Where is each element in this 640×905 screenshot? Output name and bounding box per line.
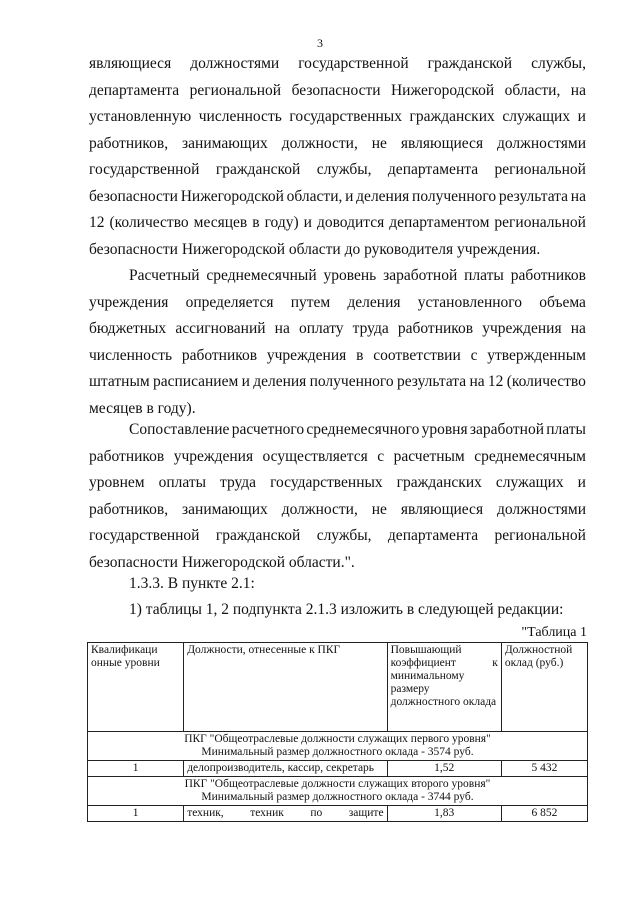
line-word: бюджетных — [89, 320, 167, 337]
line-word: на — [274, 320, 290, 337]
paragraph-1 — [89, 51, 586, 263]
line-word: учреждения — [266, 346, 347, 364]
paragraph-3 — [89, 417, 586, 576]
line-word: гражданской — [215, 161, 301, 178]
line-word: численность — [89, 346, 173, 364]
line-word: области, — [286, 187, 343, 205]
line-text: месяцев в году). — [89, 399, 196, 417]
line-word: платы — [546, 421, 586, 438]
row-2-word-2: техник — [250, 807, 284, 819]
line-word: не — [371, 500, 387, 518]
page-number: 3 — [317, 36, 323, 50]
line-word: являющиеся — [89, 55, 172, 72]
line-word: утвержденным — [487, 346, 586, 364]
line-word: уровнем — [89, 474, 145, 491]
line-word: труда — [352, 320, 389, 337]
line-word: среднемесячный — [206, 267, 317, 284]
group-2-cell — [88, 777, 588, 806]
paragraph-line — [89, 444, 586, 471]
line-word: и — [241, 373, 250, 390]
line-word: Сопоставление — [129, 421, 230, 438]
table-row — [88, 761, 588, 777]
line-word: службы, — [316, 527, 372, 544]
line-word: учреждения — [173, 447, 254, 465]
group-1-title: ПКГ "Общеотраслевые должности служащих первого уровня" — [184, 733, 491, 745]
line-word: департамента — [387, 527, 479, 544]
row-1-positions: делопроизводитель, кассир, секретарь — [184, 761, 387, 777]
line-word: Нижегородской — [390, 81, 495, 99]
paragraph-line — [89, 470, 586, 497]
line-word: численность — [198, 108, 282, 125]
row-2-salary: 6 852 — [501, 806, 587, 822]
header-coefficient-line-3: минимальному размеру должностного оклада — [390, 670, 497, 708]
paragraph-line — [89, 290, 586, 317]
paragraph-line — [89, 78, 586, 105]
header-coefficient-preposition: к — [492, 657, 498, 669]
line-word: государственных — [270, 474, 383, 491]
paragraph-line — [89, 523, 586, 550]
line-word: работников — [510, 267, 586, 284]
line-word: заработной — [383, 267, 458, 284]
line-word: оплаты — [158, 474, 207, 491]
line-word: труда — [220, 474, 257, 491]
line-word: платы — [464, 267, 504, 284]
line-word: результата — [396, 373, 467, 390]
table-caption: "Таблица 1 — [521, 625, 587, 640]
line-word: уровня — [421, 421, 468, 438]
header-qualification-levels: Квалификаци онные уровни — [88, 643, 184, 732]
line-word: полученного — [412, 187, 497, 205]
row-2-positions-line — [187, 807, 383, 820]
line-word: региональной — [494, 214, 586, 231]
header-coefficient-line-1: Повышающий — [390, 644, 462, 656]
line-word: работников, — [89, 134, 169, 152]
line-word: среднемесячного — [306, 421, 420, 438]
line-word: деления — [347, 293, 401, 311]
line-word: расчетным — [393, 447, 465, 465]
row-1-salary: 5 432 — [501, 761, 587, 777]
line-word: установленного — [417, 293, 523, 311]
line-word: работников — [89, 447, 165, 465]
line-word: должности, — [281, 134, 358, 152]
line-word: работников — [181, 346, 258, 364]
row-2-word-1: техник, — [187, 807, 224, 819]
header-coefficient — [387, 643, 501, 732]
line-word: среднемесячным — [474, 447, 586, 465]
line-word: году) — [264, 214, 299, 231]
row-2-word-4: защите — [348, 807, 384, 819]
paragraph-line — [89, 104, 586, 131]
line-word: Нижегородской — [180, 187, 284, 205]
line-word: безопасности — [291, 81, 381, 99]
line-word: служащих — [495, 474, 564, 491]
group-1-subtitle: Минимальный размер должностного оклада - 3574 руб. — [201, 746, 474, 758]
table-header-row — [88, 643, 588, 732]
line-word: службы, — [531, 55, 586, 72]
line-word: работников — [397, 320, 474, 337]
line-word: (количество — [506, 373, 586, 390]
header-salary: Должностной оклад (руб.) — [501, 643, 587, 732]
table-group-row-2 — [88, 777, 588, 806]
line-word: должностями — [497, 500, 586, 518]
row-2-word-3: по — [310, 807, 323, 819]
line-word: государственной — [298, 55, 409, 72]
line-word: установленную — [89, 108, 192, 125]
line-word: деления — [253, 373, 307, 390]
line-word: служащих — [502, 108, 571, 125]
line-word: путем — [290, 293, 331, 311]
header-coefficient-line-2 — [391, 657, 498, 670]
paragraph-line — [89, 497, 586, 524]
line-word: на — [570, 320, 586, 337]
line-word: должностями — [190, 55, 280, 72]
paragraph-line — [89, 210, 586, 237]
row-1-coefficient: 1,52 — [387, 761, 501, 777]
line-word: (количество — [109, 214, 189, 231]
line-word: работников, — [89, 500, 169, 518]
paragraph-line — [89, 343, 586, 370]
line-word: и — [303, 214, 312, 231]
paragraph-line — [89, 51, 586, 78]
line-word: региональной — [494, 527, 586, 544]
line-word: гражданской — [427, 55, 513, 72]
line-word: в — [252, 214, 260, 231]
row-2-level: 1 — [88, 806, 184, 822]
paragraph-line — [89, 263, 586, 290]
line-word: с — [377, 447, 385, 465]
line-word: в — [356, 346, 364, 364]
paragraph-line — [89, 417, 586, 444]
line-word: и — [577, 108, 586, 125]
table-group-row-1 — [88, 732, 588, 761]
paragraph-line — [89, 316, 586, 343]
line-word: региональной — [494, 161, 586, 178]
paragraph-line — [89, 237, 586, 264]
line-word: соответствии — [373, 346, 461, 364]
line-word: осуществляется — [262, 447, 368, 465]
table-row — [88, 806, 588, 822]
line-word: заработной — [469, 421, 545, 438]
line-word: гражданских — [396, 474, 482, 491]
group-2-subtitle: Минимальный размер должностного оклада - 3744 руб. — [201, 791, 474, 803]
line-word: государственной — [89, 527, 200, 544]
line-word: департамента — [89, 81, 180, 99]
line-word: гражданских — [409, 108, 495, 125]
header-coefficient-word: коэффициент — [390, 657, 456, 669]
line-word: уровень — [323, 267, 377, 284]
line-word: с — [470, 346, 478, 364]
row-2-positions — [184, 806, 387, 822]
paragraph-item-1: 1) таблицы 1, 2 подпункта 2.1.3 изложить в следующей редакции: — [129, 601, 564, 618]
paragraph-line — [89, 184, 586, 211]
row-1-level: 1 — [88, 761, 184, 777]
line-word: области, — [504, 81, 561, 99]
line-word: ассигнований — [175, 320, 266, 337]
line-word: оплату — [298, 320, 344, 337]
line-word: государственных — [289, 108, 402, 125]
line-word: на — [570, 81, 586, 99]
paragraph-2 — [89, 263, 586, 422]
line-word: на — [570, 187, 586, 205]
line-text: безопасности Нижегородской области до руководителя учреждения. — [89, 240, 541, 258]
line-word: расписанием — [152, 373, 239, 390]
line-word: определяется — [185, 293, 274, 311]
line-word: учреждения — [482, 320, 562, 337]
line-word: штатным — [89, 373, 150, 390]
line-word: занимающих — [182, 500, 268, 518]
line-word: и — [577, 474, 586, 491]
paragraph-line — [89, 369, 586, 396]
paragraph-line — [89, 131, 586, 158]
line-word: являющиеся — [400, 500, 484, 518]
line-word: региональной — [189, 81, 282, 99]
line-word: службы, — [316, 161, 372, 178]
line-word: на — [469, 373, 485, 390]
line-word: должности, — [281, 500, 358, 518]
row-2-coefficient: 1,83 — [387, 806, 501, 822]
line-word: должностями — [497, 134, 586, 152]
line-word: месяцев — [193, 214, 248, 231]
line-word: безопасности — [89, 187, 178, 205]
line-word: полученного — [309, 373, 394, 390]
line-word: департаментом — [389, 214, 490, 231]
header-positions: Должности, отнесенные к ПКГ — [184, 643, 387, 732]
line-word: и — [345, 187, 354, 205]
line-word: не — [371, 134, 387, 152]
line-word: расчетного — [231, 421, 305, 438]
line-word: учреждения — [89, 293, 169, 311]
line-word: результата — [498, 187, 569, 205]
line-word: являющиеся — [400, 134, 484, 152]
line-text: безопасности Нижегородской области.". — [89, 553, 355, 571]
line-word: доводится — [316, 214, 385, 231]
group-2-title: ПКГ "Общеотраслевые должности служащих второго уровня" — [184, 778, 491, 790]
line-word: Расчетный — [129, 267, 200, 284]
line-word: гражданской — [215, 527, 301, 544]
line-word: занимающих — [182, 134, 268, 152]
paragraph-item-1-3-3: 1.3.3. В пункте 2.1: — [129, 575, 255, 592]
line-word: объема — [539, 293, 586, 311]
line-word: государственной — [89, 161, 200, 178]
line-word: 12 — [89, 214, 105, 231]
line-word: деления — [356, 187, 410, 205]
salary-table — [87, 642, 588, 822]
line-word: 12 — [487, 373, 504, 390]
paragraph-line — [89, 157, 586, 184]
line-word: департамента — [387, 161, 479, 178]
group-1-cell — [88, 732, 588, 761]
